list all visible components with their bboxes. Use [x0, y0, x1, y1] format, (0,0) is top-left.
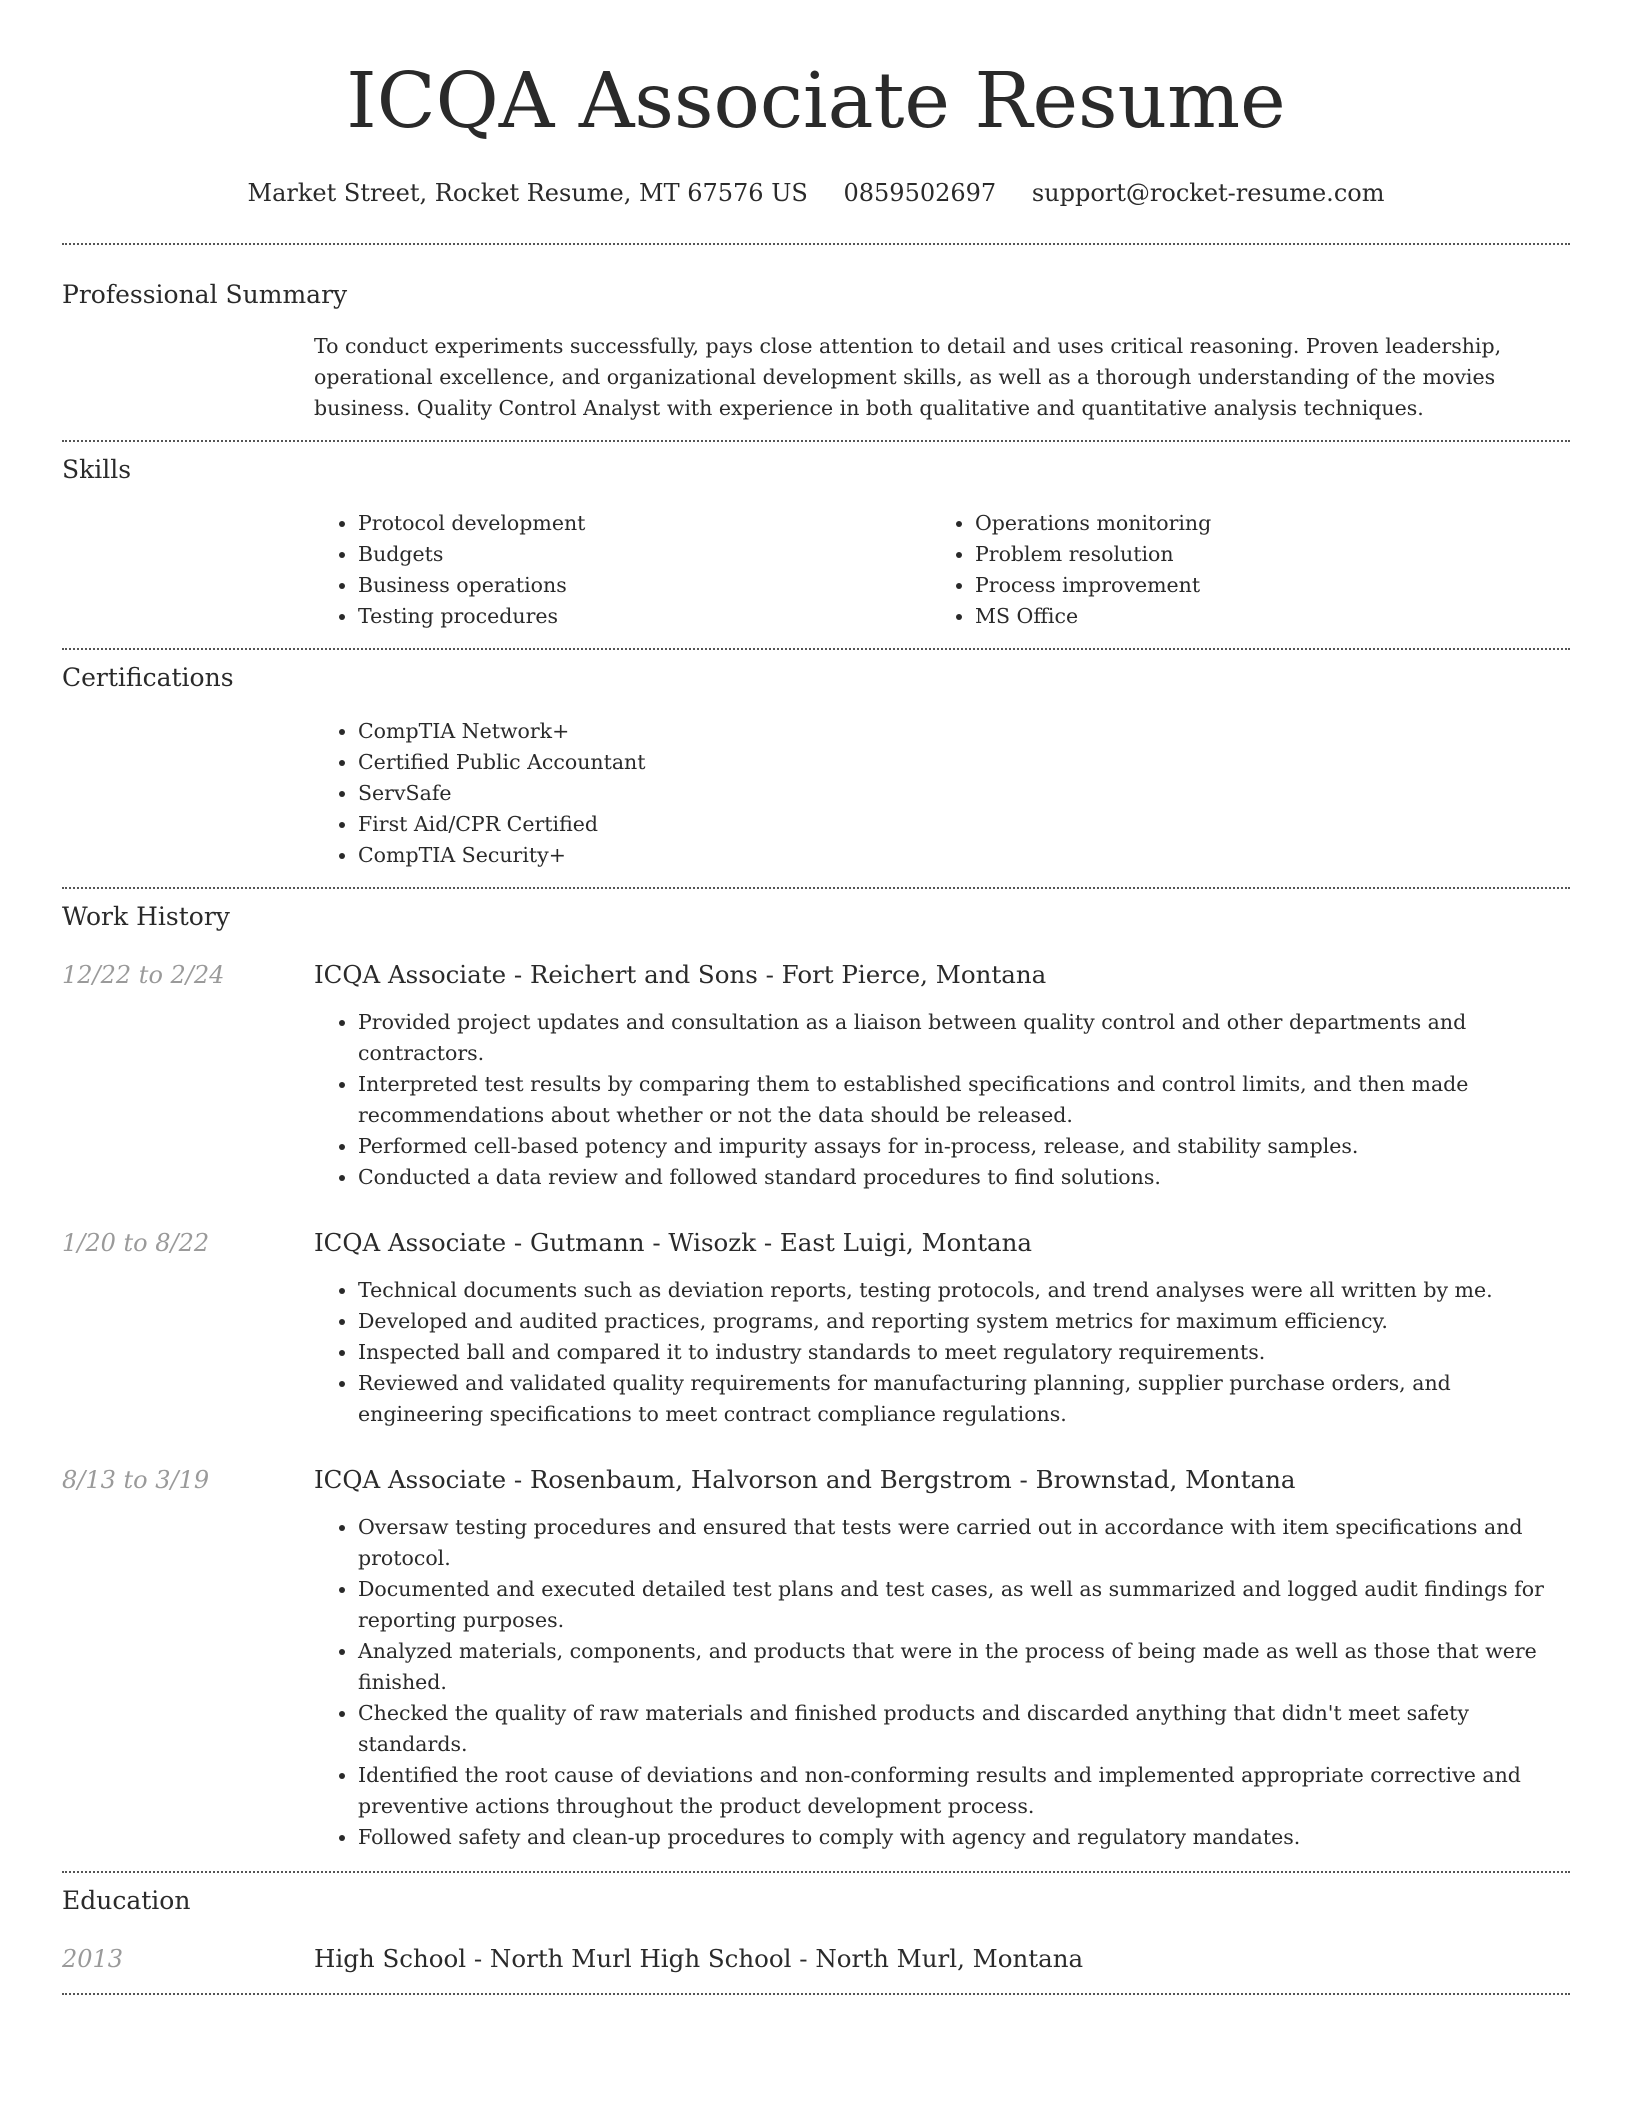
job-bullets	[314, 1512, 1570, 1853]
contact-address: Market Street, Rocket Resume, MT 67576 US	[247, 179, 808, 207]
job-entry	[62, 959, 1570, 1193]
job-bullet: • Inspected ball and compared it to industry standards to meet regulatory requirements.	[358, 1337, 1570, 1368]
skill-item: • Process improvement	[975, 570, 1570, 601]
job-title: ICQA Associate - Reichert and Sons - Fort Pierce, Montana	[314, 960, 1047, 989]
job-bullet: • Documented and executed detailed test plans and test cases, as well as summarized and logged audit findings for reporting purposes.	[358, 1574, 1570, 1636]
job-entry	[62, 1464, 1570, 1853]
job-bullet: • Developed and audited practices, programs, and reporting system metrics for maximum efficiency.	[358, 1306, 1570, 1337]
skill-item: • Testing procedures	[358, 601, 931, 632]
job-bullet: • Performed cell-based potency and impurity assays for in-process, release, and stability samples.	[358, 1131, 1570, 1162]
job-title: ICQA Associate - Rosenbaum, Halvorson and Bergstrom - Brownstad, Montana	[314, 1465, 1296, 1494]
contact-email[interactable]: support@rocket-resume.com	[1031, 179, 1385, 207]
job-bullet: • Analyzed materials, components, and products that were in the process of being made as well as those that were finished.	[358, 1636, 1570, 1698]
skills-list-left	[314, 508, 931, 632]
education-heading: Education	[62, 1886, 191, 1915]
certification-item: • First Aid/CPR Certified	[358, 809, 1570, 840]
skill-item: • Operations monitoring	[975, 508, 1570, 539]
contact-line	[62, 178, 1570, 208]
work-history-heading: Work History	[62, 902, 230, 931]
skills-list-right	[931, 508, 1570, 632]
job-bullet: • Identified the root cause of deviations and non-conforming results and implemented appropriate corrective and preventive actions throughout the product development process.	[358, 1760, 1570, 1822]
skill-item: • Budgets	[358, 539, 931, 570]
certification-item: • CompTIA Network+	[358, 716, 1570, 747]
skill-item: • MS Office	[975, 601, 1570, 632]
summary-section	[62, 245, 1570, 440]
divider	[62, 1993, 1570, 1995]
education-title: High School - North Murl High School - North Murl, Montana	[314, 1944, 1084, 1973]
certification-item: • ServSafe	[358, 778, 1570, 809]
job-entry	[62, 1227, 1570, 1430]
skill-item: • Problem resolution	[975, 539, 1570, 570]
education-section	[62, 1873, 1570, 1993]
skills-heading: Skills	[62, 455, 132, 484]
education-date: 2013	[62, 1945, 124, 1973]
job-bullets	[314, 1007, 1570, 1193]
job-bullet: • Followed safety and clean-up procedures to comply with agency and regulatory mandates.	[358, 1822, 1570, 1853]
job-bullet: • Interpreted test results by comparing them to established specifications and control limits, and then made recommendations about whether or not the data should be released.	[358, 1069, 1570, 1131]
job-bullet: • Reviewed and validated quality requirements for manufacturing planning, supplier purchase orders, and engineering specifications to meet contract compliance regulations.	[358, 1368, 1570, 1430]
job-bullets	[314, 1275, 1570, 1430]
certification-item: • Certified Public Accountant	[358, 747, 1570, 778]
skill-item: • Business operations	[358, 570, 931, 601]
job-bullet: • Checked the quality of raw materials and finished products and discarded anything that didn't meet safety standards.	[358, 1698, 1570, 1760]
skill-item: • Protocol development	[358, 508, 931, 539]
certifications-list	[314, 716, 1570, 871]
job-date: 8/13 to 3/19	[62, 1466, 210, 1494]
summary-heading: Professional Summary	[62, 280, 348, 309]
certifications-heading: Certifications	[62, 663, 234, 692]
summary-text: To conduct experiments successfully, pays close attention to detail and uses critical reasoning. Proven leadership, operational excellence, and organizational development skills, as well as a thorough understanding of the movies business. Quality Control Analyst with experience in both qualitative and quantitative analysis techniques.	[314, 334, 1502, 420]
job-bullet: • Provided project updates and consultation as a liaison between quality control and other departments and contractors.	[358, 1007, 1570, 1069]
job-bullet: • Conducted a data review and followed standard procedures to find solutions.	[358, 1162, 1570, 1193]
work-history-section	[62, 889, 1570, 1871]
job-title: ICQA Associate - Gutmann - Wisozk - East Luigi, Montana	[314, 1228, 1033, 1257]
job-bullet: • Technical documents such as deviation reports, testing protocols, and trend analyses were all written by me.	[358, 1275, 1570, 1306]
resume-title: ICQA Associate Resume	[346, 57, 1286, 146]
certification-item: • CompTIA Security+	[358, 840, 1570, 871]
certifications-section	[62, 650, 1570, 887]
contact-phone: 0859502697	[843, 179, 997, 207]
skills-section	[62, 442, 1570, 648]
job-bullet: • Oversaw testing procedures and ensured that tests were carried out in accordance with item specifications and protocol.	[358, 1512, 1570, 1574]
job-date: 12/22 to 2/24	[62, 961, 225, 989]
job-date: 1/20 to 8/22	[62, 1229, 210, 1257]
